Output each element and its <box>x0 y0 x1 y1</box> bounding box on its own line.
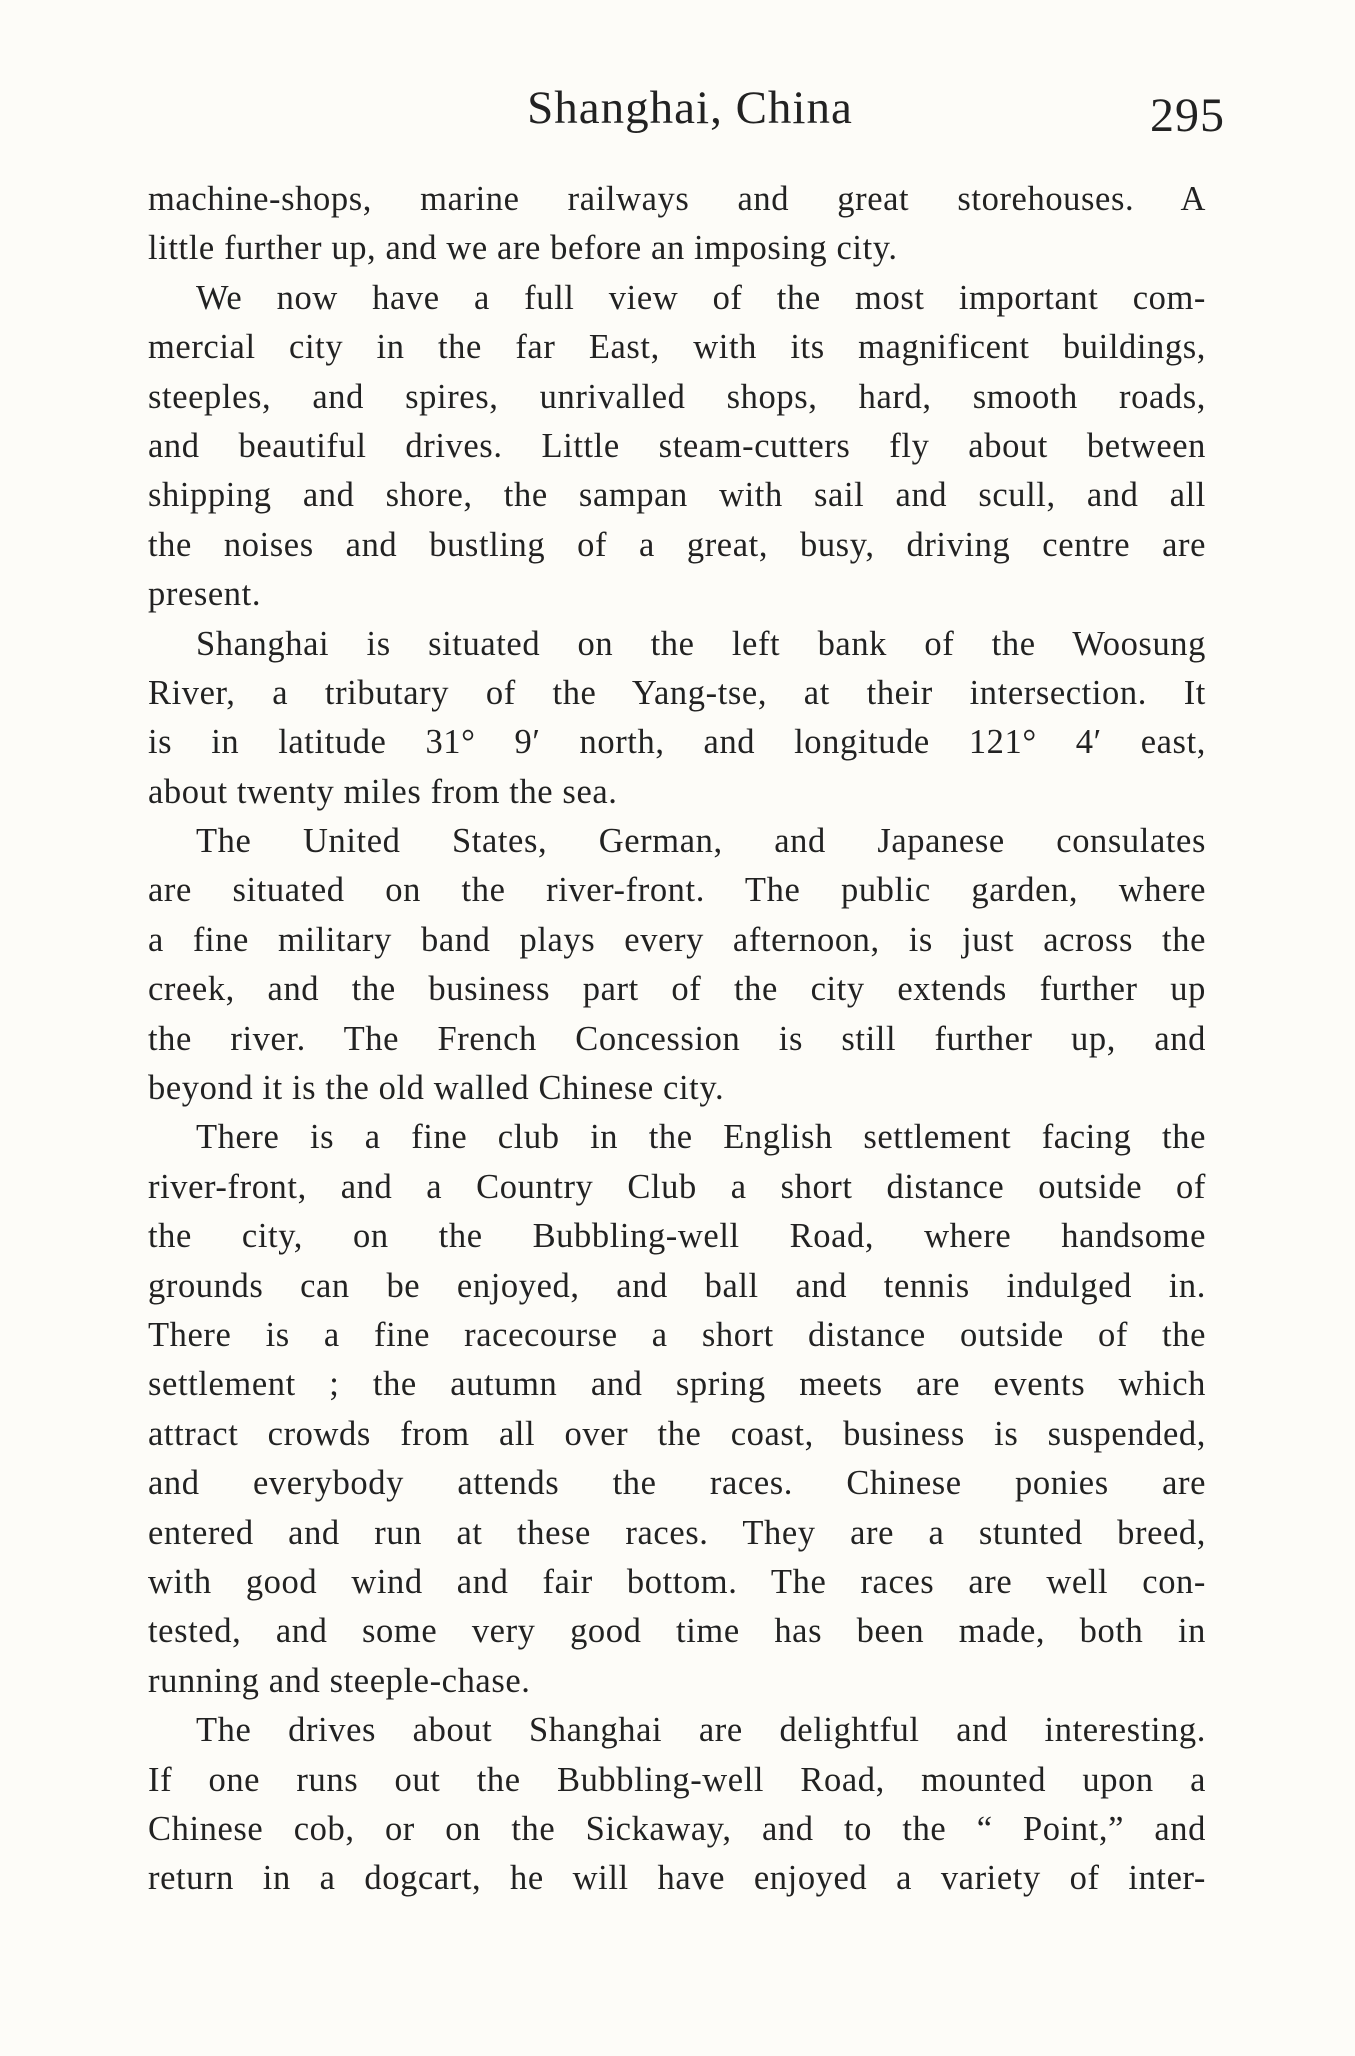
text-line: return in a dogcart, he will have enjoyed a variety of inter- <box>148 1859 1206 1898</box>
running-title: Shanghai, China <box>527 82 853 134</box>
text-line: present. <box>148 575 262 614</box>
text-line: little further up, and we are before an imposing city. <box>148 229 898 268</box>
body-text <box>148 175 1206 1904</box>
text-line: If one runs out the Bubbling-well Road, mounted upon a <box>148 1760 1206 1799</box>
text-line: grounds can be enjoyed, and ball and tennis indulged in. <box>148 1266 1206 1305</box>
text-line: Shanghai is situated on the left bank of the Woosung <box>196 624 1206 663</box>
text-line: beyond it is the old walled Chinese city. <box>148 1069 725 1108</box>
text-line: a fine military band plays every afternoon, is just across the <box>148 920 1206 959</box>
text-line: about twenty miles from the sea. <box>148 772 618 811</box>
text-line: running and steeple-chase. <box>148 1661 531 1700</box>
text-line: The drives about Shanghai are delightful and interesting. <box>196 1711 1206 1750</box>
text-line: the river. The French Concession is still further up, and <box>148 1019 1206 1058</box>
text-line: is in latitude 31° 9′ north, and longitude 121° 4′ east, <box>148 723 1206 762</box>
text-line: creek, and the business part of the city extends further up <box>148 970 1206 1009</box>
text-line: We now have a full view of the most important com- <box>196 278 1206 317</box>
text-line: mercial city in the far East, with its magnificent buildings, <box>148 328 1206 367</box>
text-line: with good wind and fair bottom. The races are well con- <box>148 1562 1206 1601</box>
text-line: are situated on the river-front. The public garden, where <box>148 871 1206 910</box>
text-line: river-front, and a Country Club a short distance outside of <box>148 1167 1206 1206</box>
page-number: 295 <box>1150 89 1225 142</box>
running-head <box>155 78 1225 142</box>
text-line: River, a tributary of the Yang-tse, at their intersection. It <box>148 673 1206 712</box>
text-line: tested, and some very good time has been made, both in <box>148 1612 1206 1651</box>
text-line: shipping and shore, the sampan with sail and scull, and all <box>148 476 1206 515</box>
text-line: Chinese cob, or on the Sickaway, and to the “ Point,” and <box>148 1809 1206 1848</box>
text-line: settlement ; the autumn and spring meets are events which <box>148 1365 1206 1404</box>
text-line: There is a fine racecourse a short distance outside of the <box>148 1315 1206 1354</box>
text-line: and everybody attends the races. Chinese ponies are <box>148 1464 1206 1503</box>
text-line: machine-shops, marine railways and great storehouses. A <box>148 180 1206 218</box>
text-line: The United States, German, and Japanese consulates <box>196 822 1206 861</box>
text-line: the city, on the Bubbling-well Road, where handsome <box>148 1217 1206 1256</box>
text-line: steeples, and spires, unrivalled shops, hard, smooth roads, <box>148 377 1206 416</box>
text-line: and beautiful drives. Little steam-cutters fly about between <box>148 426 1206 465</box>
text-line: the noises and bustling of a great, busy, driving centre are <box>148 525 1206 564</box>
text-line: attract crowds from all over the coast, business is suspended, <box>148 1414 1206 1453</box>
text-line: There is a fine club in the English settlement facing the <box>196 1118 1206 1157</box>
text-line: entered and run at these races. They are a stunted breed, <box>148 1513 1206 1552</box>
